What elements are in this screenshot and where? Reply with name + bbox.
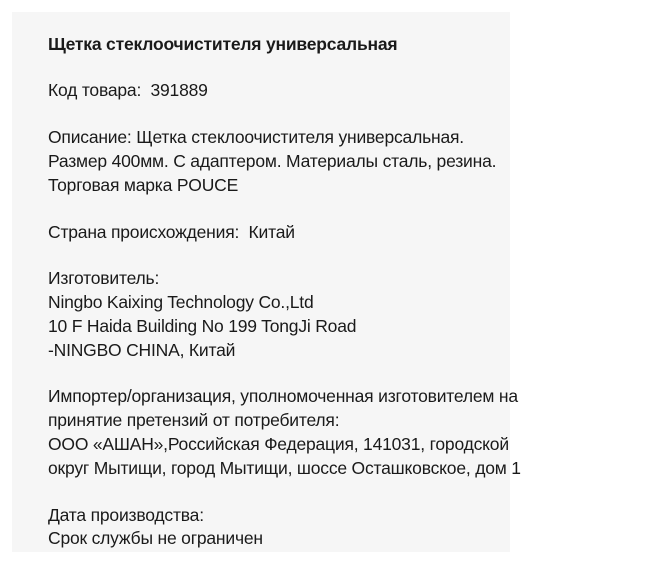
product-code-label: Код товара: [48, 80, 142, 100]
service-life: Срок службы не ограничен [48, 528, 263, 548]
importer-line-4: округ Мытищи, город Мытищи, шоссе Осташковское, дом 1 [48, 458, 521, 478]
manufacturer-label: Изготовитель: [48, 268, 160, 288]
product-code-value: 391889 [150, 80, 208, 100]
manufacturer-name: Ningbo Kaixing Technology Co.,Ltd [48, 292, 314, 312]
origin-row [48, 222, 295, 243]
importer-line-1: Импортер/организация, уполномоченная изготовителем на [48, 386, 518, 406]
importer-line-2: принятие претензий от потребителя: [48, 410, 340, 430]
description-line-1: Описание: Щетка стеклоочистителя универсальная. [48, 127, 464, 147]
importer-line-3: ООО «АШАН»,Российская Федерация, 141031, городской [48, 434, 509, 454]
origin-label: Страна происхождения: [48, 222, 240, 242]
product-code-row [48, 80, 208, 101]
origin-value: Китай [248, 222, 295, 242]
production-date-label: Дата производства: [48, 505, 204, 525]
product-title: Щетка стеклоочистителя универсальная [48, 34, 398, 54]
description-line-3: Торговая марка POUCE [48, 175, 239, 195]
manufacturer-address-1: 10 F Haida Building No 199 TongJi Road [48, 316, 357, 336]
description-line-2: Размер 400мм. С адаптером. Материалы сталь, резина. [48, 151, 497, 171]
manufacturer-address-2: -NINGBO CHINA, Китай [48, 340, 236, 360]
